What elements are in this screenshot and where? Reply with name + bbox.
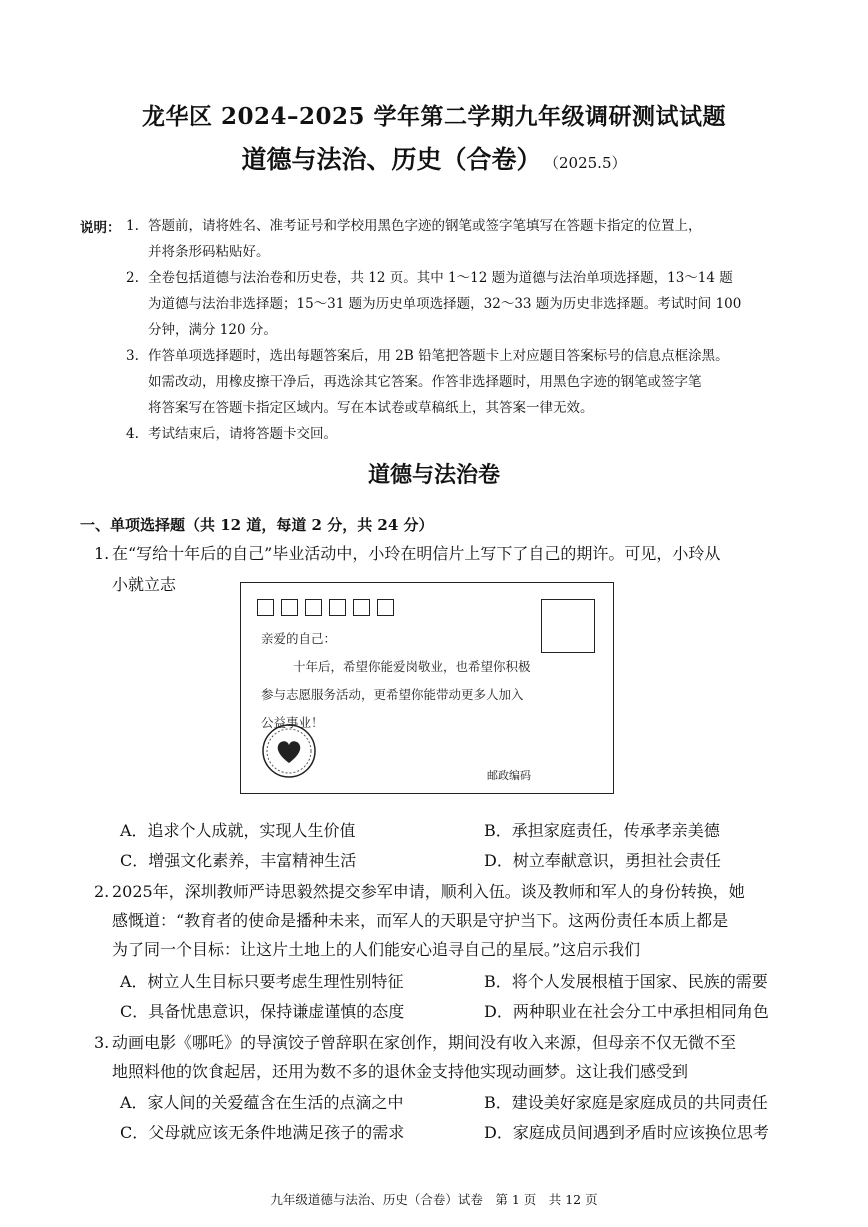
instruction-num: 2. — [126, 270, 139, 286]
postcard-line: 公益事业！ — [261, 715, 324, 730]
exam-date: （2025.5） — [551, 154, 627, 172]
instruction-text: 全卷包括道德与法治卷和历史卷，共 12 页。其中 1～12 题为道德与法治单项选择题，13～14 题 — [148, 270, 733, 286]
page-footer: 九年级道德与法治、历史（合卷）试卷 第 1 页 共 12 页 — [270, 1192, 598, 1207]
part-title: 一、单项选择题（共 12 道，每道 2 分，共 24 分） — [80, 516, 434, 534]
postcode-box — [377, 599, 394, 616]
heart-seal-icon — [261, 723, 317, 779]
option-c: C．具备忧患意识，保持谦虚谨慎的态度 — [120, 1002, 405, 1021]
option-a: A．树立人生目标只要考虑生理性别特征 — [120, 972, 404, 991]
question-text: 动画电影《哪吒》的导演饺子曾辞职在家创作，期间没有收入来源，但母亲不仅无微不至 — [112, 1033, 737, 1052]
postcard-image — [240, 582, 614, 794]
option-d: D．家庭成员间遇到矛盾时应该换位思考 — [484, 1123, 769, 1142]
instruction-num: 4. — [126, 426, 139, 442]
option-c: C．增强文化素养，丰富精神生活 — [120, 851, 357, 870]
option-d: D．树立奉献意识，勇担社会责任 — [484, 851, 721, 870]
postcard-greeting: 亲爱的自己： — [261, 631, 337, 646]
option-c: C．父母就应该无条件地满足孩子的需求 — [120, 1123, 405, 1142]
stamp-box — [541, 599, 595, 653]
question-num: 1. — [94, 544, 110, 563]
question-text: 感慨道：“教育者的使命是播种未来，而军人的天职是守护当下。这两份责任本质上都是 — [112, 911, 729, 930]
instruction-text: 考试结束后，请将答题卡交回。 — [148, 426, 337, 442]
instruction-text: 分钟，满分 120 分。 — [148, 322, 277, 338]
section-title: 道德与法治卷 — [367, 462, 500, 488]
question-text: 在“写给十年后的自己”毕业活动中，小玲在明信片上写下了自己的期许。可见，小玲从 — [112, 544, 721, 563]
instruction-text: 答题前，请将姓名、准考证号和学校用黑色字迹的钢笔或签字笔填写在答题卡指定的位置上， — [148, 218, 702, 234]
instructions-label: 说明： — [80, 220, 121, 236]
instruction-num: 1. — [126, 218, 139, 234]
postcode-label: 邮政编码 — [487, 769, 531, 782]
question-text: 小就立志 — [112, 575, 177, 594]
postcode-box — [353, 599, 370, 616]
option-b: B．将个人发展根植于国家、民族的需要 — [484, 972, 768, 991]
option-a: A．追求个人成就，实现人生价值 — [120, 821, 356, 840]
option-b: B．承担家庭责任，传承孝亲美德 — [484, 821, 720, 840]
postcode-box — [281, 599, 298, 616]
instruction-text: 为道德与法治非选择题；15～31 题为历史单项选择题，32～33 题为历史非选择题。考试时间 100 — [148, 296, 742, 312]
exam-title: 龙华区 2024–2025 学年第二学期九年级调研测试试题 — [141, 103, 727, 130]
instruction-text: 将答案写在答题卡指定区域内。写在本试卷或草稿纸上，其答案一律无效。 — [148, 400, 594, 416]
question-num: 3. — [94, 1033, 110, 1052]
option-a: A．家人间的关爱蕴含在生活的点滴之中 — [120, 1093, 404, 1112]
option-d: D．两种职业在社会分工中承担相同角色 — [484, 1002, 769, 1021]
instruction-text: 如需改动，用橡皮擦干净后，再选涂其它答案。作答非选择题时，用黑色字迹的钢笔或签字笔 — [148, 374, 702, 390]
question-text: 为了同一个目标：让这片土地上的人们能安心追寻自己的星辰。”这启示我们 — [112, 940, 641, 959]
postcode-box — [257, 599, 274, 616]
question-text: 地照料他的饮食起居，还用为数不多的退休金支持他实现动画梦。这让我们感受到 — [112, 1062, 689, 1081]
instruction-num: 3. — [126, 348, 139, 364]
postcard-line: 参与志愿服务活动，更希望你能带动更多人加入 — [261, 687, 524, 702]
postcode-box — [305, 599, 322, 616]
postcard-line: 十年后，希望你能爱岗敬业，也希望你积极 — [293, 659, 531, 674]
question-text: 2025年，深圳教师严诗思毅然提交参军申请，顺利入伍。谈及教师和军人的身份转换，她 — [112, 882, 745, 901]
subject-title: 道德与法治、历史（合卷） — [241, 145, 542, 174]
option-b: B．建设美好家庭是家庭成员的共同责任 — [484, 1093, 768, 1112]
exam-subtitle — [0, 140, 868, 176]
instruction-text: 并将条形码粘贴好。 — [148, 244, 270, 260]
instruction-text: 作答单项选择题时，选出每题答案后，用 2B 铅笔把答题卡上对应题目答案标号的信息点框涂黑。 — [148, 348, 729, 364]
question-num: 2. — [94, 882, 110, 901]
postcode-box — [329, 599, 346, 616]
